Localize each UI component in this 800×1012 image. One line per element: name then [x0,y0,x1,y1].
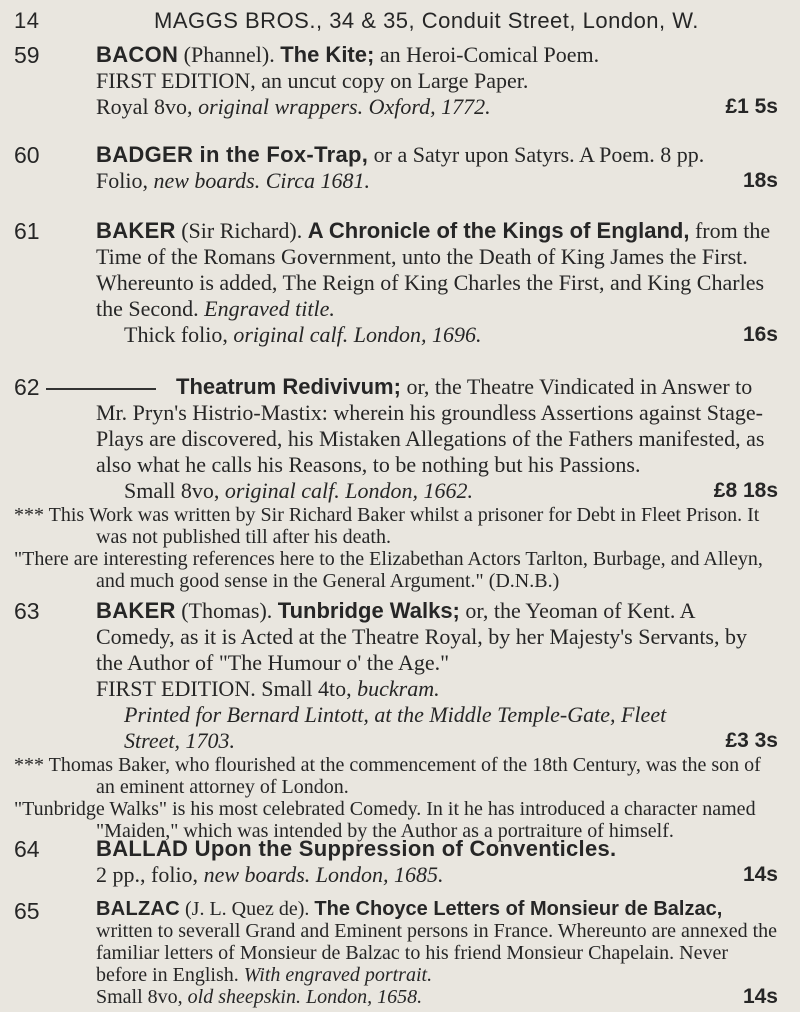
binding: buckram. [357,676,440,701]
imprint-italic: original calf. London, 1662. [224,478,473,503]
work-title: A Chronicle of the Kings of England, [307,218,690,243]
imprint-italic: original calf. London, 1696. [233,322,482,347]
price: £1 5s [725,95,778,118]
edition: FIRST EDITION, an uncut copy on Large Paper. [96,68,529,93]
imprint-line: Small 8vo, original calf. London, 1662. £8 18s [124,478,778,503]
catalogue-entry [14,898,778,1008]
work-title: Theatrum Redivivum; [176,374,401,399]
work-title: The Choyce Letters of Monsieur de Balzac, [314,898,723,920]
imprint-line [96,702,778,754]
page-number: 14 [14,8,40,33]
ditto-dash [46,388,156,390]
price: 14s [742,985,778,1008]
author-name: BADGER in the Fox-Trap, [96,142,369,167]
author-name: BAKER [96,218,176,243]
edition: FIRST EDITION. Small 4to, [96,676,352,701]
imprint-line: Thick folio, original calf. London, 1696. 16s [124,322,778,347]
author-name: BALLAD Upon the Suppression of Conventicles. [96,836,617,861]
description: or, the Theatre Vindicated in Answer to Mr. Pryn's Histrio-Mastix: wherein his groundless Assertions against Stage-Plays are discovered, his Mistaken Allegations of the Fathers manifested, as also what he calls his Reasons, to be nothing but his Passions. [96,374,765,477]
entry-number: 61 [14,218,40,244]
author-detail: (Sir Richard). [181,218,303,243]
note [14,754,778,842]
author-name: BACON [96,42,179,67]
imprint-italic: Printed for Bernard Lintott, at the Middle Temple-Gate, Fleet Street, 1703. [124,702,667,753]
note-paragraph: *** This Work was written by Sir Richard Baker whilst a prisoner for Debt in Fleet Prison. It was not published till after his death. [14,504,760,548]
note-paragraph: "Tunbridge Walks" is his most celebrated Comedy. In it he has introduced a character named "Maiden," which was intended by the Author as a portraiture of himself. [14,798,756,842]
entry-number: 62 [14,374,40,400]
description-italic: Engraved title. [204,296,335,321]
imprint-italic: old sheepskin. London, 1658. [187,986,423,1008]
page-header [14,8,780,34]
imprint-italic: original wrappers. Oxford, 1772. [198,94,491,119]
catalogue-entry [14,218,778,348]
imprint-line: Small 8vo, old sheepskin. London, 1658. 14s [96,985,778,1008]
imprint-line: 2 pp., folio, new boards. London, 1685. 14s [96,862,778,887]
imprint-italic: new boards. London, 1685. [203,862,444,887]
entry-number: 64 [14,836,40,862]
imprint-line: Folio, new boards. Circa 1681. 18s [96,168,778,193]
catalogue-entry [14,598,778,842]
author-detail: (Phannel). [183,42,275,67]
imprint-line: Royal 8vo, original wrappers. Oxford, 1772. £1 5s [96,94,778,119]
author-detail: (Thomas). [181,598,273,623]
description: written to severall Grand and Eminent persons in France. Whereunto are annexed the familiar letters of Monsieur de Balzac to his friend Monsieur Chapelain. Never before in English. [96,920,778,986]
description: or a Satyr upon Satyrs. A Poem. 8 pp. [373,142,705,167]
catalogue-entry [14,836,778,888]
note-paragraph: "There are interesting references here to the Elizabethan Actors Tarlton, Burbage, and Alleyn, and much good sense in the General Argument." (D.N.B.) [14,548,763,592]
catalogue-entry [14,42,778,120]
catalogue-entry [14,142,778,194]
entry-number: 65 [14,898,40,924]
price: 14s [742,863,778,886]
price: 18s [742,169,778,192]
work-title: The Kite; [280,42,375,67]
imprint-italic: new boards. Circa 1681. [153,168,371,193]
note [14,504,778,592]
price: £3 3s [725,729,778,752]
publisher-line: MAGGS BROS., 34 & 35, Conduit Street, London, W. [154,8,699,33]
price: 16s [742,323,778,346]
note-paragraph: *** Thomas Baker, who flourished at the commencement of the 18th Century, was the son of an eminent attorney of London. [14,754,761,798]
description-italic: With engraved portrait. [243,964,433,986]
price: £8 18s [713,479,778,502]
description: an Heroi-Comical Poem. [379,42,600,67]
catalogue-entry [14,374,778,592]
description: from the Time of the Romans Government, unto the Death of King James the First. Whereunto is added, The Reign of King Charles the First, and King Charles the Second. [96,218,771,321]
entry-number: 59 [14,42,40,68]
author-name: BALZAC [96,898,181,920]
work-title: Tunbridge Walks; [277,598,460,623]
description: or, the Yeoman of Kent. A Comedy, as it is Acted at the Theatre Royal, by her Majesty's Servants, by the Author of "The Humour o' the Age." [96,598,747,675]
author-name: BAKER [96,598,176,623]
author-detail: (J. L. Quez de). [185,898,310,920]
entry-number: 63 [14,598,40,624]
entry-number: 60 [14,142,40,168]
